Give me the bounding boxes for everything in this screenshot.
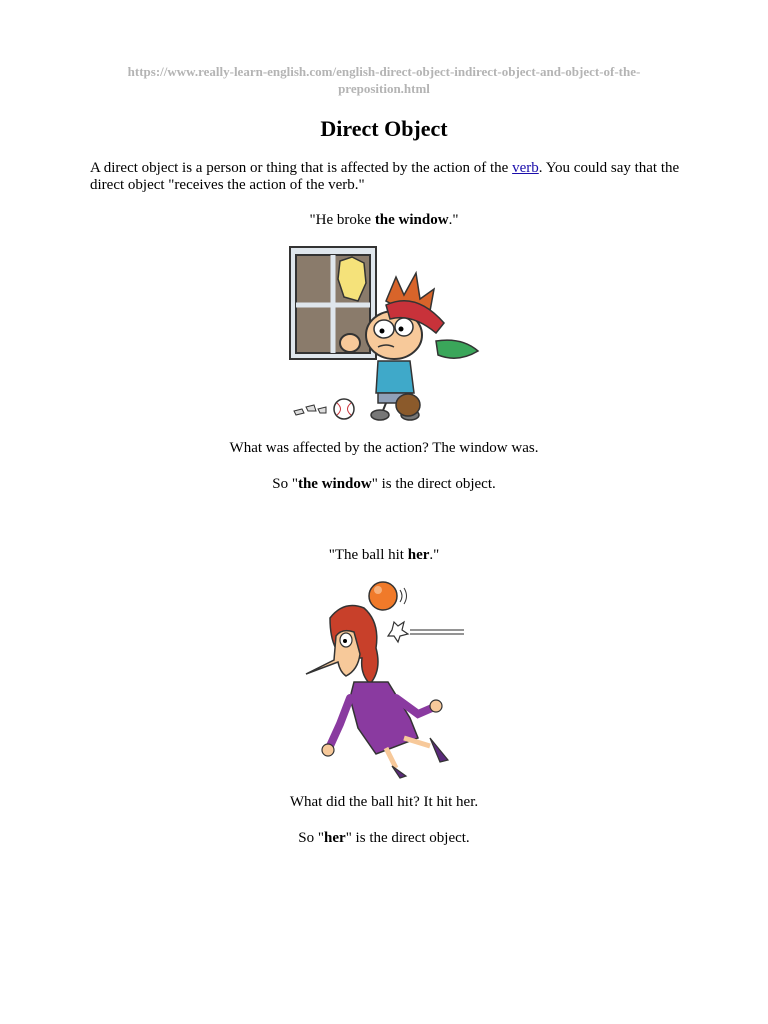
example-1-quote-bold: the window bbox=[374, 212, 449, 228]
example-2-answer-bold: her bbox=[324, 830, 346, 846]
example-1-question: What was affected by the action? The window was. bbox=[229, 440, 539, 456]
example-2-answer-suffix: " is the direct object. bbox=[345, 830, 470, 846]
example-1-answer bbox=[0, 475, 768, 493]
source-url bbox=[90, 63, 678, 97]
example-1-quote-close: ." bbox=[448, 212, 459, 228]
intro-text-before: A direct object is a person or thing that is affected by the action of the bbox=[90, 160, 513, 176]
example-1-answer-prefix: So " bbox=[272, 476, 298, 492]
source-url-line-1: https://www.really-learn-english.com/english-direct-object-indirect-object-and-object-of-the- bbox=[127, 64, 641, 79]
example-1-answer-bold: the window bbox=[297, 476, 372, 492]
page-title: Direct Object bbox=[320, 116, 448, 141]
intro-text-after: . You could say that the direct object "receives the action of the verb." bbox=[90, 160, 680, 193]
example-2-sentence bbox=[0, 546, 768, 564]
ball-hit-woman-illustration bbox=[300, 578, 470, 780]
example-2-quote-open: "The ball hit bbox=[328, 547, 408, 563]
example-2-question: What did the ball hit? It hit her. bbox=[289, 794, 479, 810]
example-2-quote-close: ." bbox=[429, 547, 440, 563]
source-url-line-2: preposition.html bbox=[338, 81, 430, 96]
intro-paragraph bbox=[90, 160, 680, 194]
example-2-quote-bold: her bbox=[407, 547, 430, 563]
broken-window-boy-illustration bbox=[286, 243, 482, 425]
verb-link[interactable]: verb bbox=[512, 160, 539, 176]
example-2-answer-prefix: So " bbox=[298, 830, 325, 846]
example-1-answer-suffix: " is the direct object. bbox=[371, 476, 496, 492]
example-1-sentence bbox=[0, 211, 768, 229]
example-1-quote-open: "He broke bbox=[309, 212, 375, 228]
example-2-answer bbox=[0, 829, 768, 847]
